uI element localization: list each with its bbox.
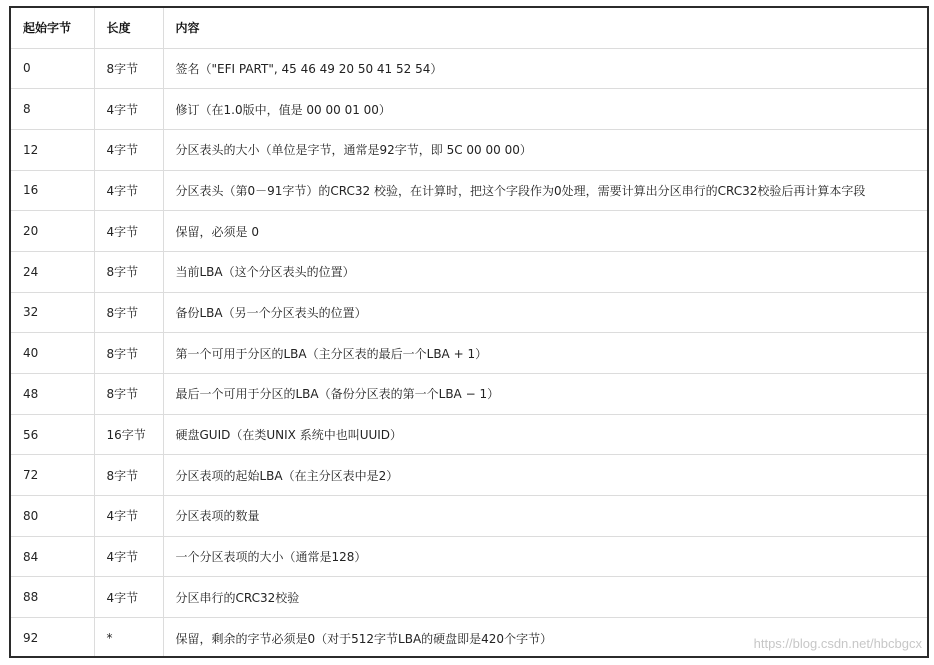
table-row — [11, 536, 927, 577]
cell-content: 最后一个可用于分区的LBA（备份分区表的第一个LBA − 1） — [163, 374, 927, 415]
cell-length: 8字节 — [94, 374, 163, 415]
header-content: 内容 — [163, 8, 927, 48]
gpt-header-table — [11, 8, 927, 658]
table-row — [11, 129, 927, 170]
cell-offset: 56 — [11, 414, 94, 455]
table-row — [11, 496, 927, 537]
cell-offset: 8 — [11, 89, 94, 130]
header-offset: 起始字节 — [11, 8, 94, 48]
cell-length: 8字节 — [94, 251, 163, 292]
table-row — [11, 455, 927, 496]
table-row — [11, 414, 927, 455]
cell-length: 4字节 — [94, 577, 163, 618]
table-row — [11, 292, 927, 333]
cell-length: 4字节 — [94, 496, 163, 537]
cell-content: 保留，剩余的字节必须是0（对于512字节LBA的硬盘即是420个字节） — [175, 631, 553, 646]
table-header-row — [11, 8, 927, 48]
table-row — [11, 89, 927, 130]
cell-content: 分区串行的CRC32校验 — [163, 577, 927, 618]
cell-offset: 92 — [11, 618, 94, 658]
cell-length: 4字节 — [94, 170, 163, 211]
gpt-header-table-frame — [9, 6, 929, 658]
cell-content: 当前LBA（这个分区表头的位置） — [163, 251, 927, 292]
table-row — [11, 333, 927, 374]
header-length: 长度 — [94, 8, 163, 48]
cell-offset: 48 — [11, 374, 94, 415]
cell-content: 备份LBA（另一个分区表头的位置） — [163, 292, 927, 333]
cell-length: 4字节 — [94, 211, 163, 252]
cell-length: 16字节 — [94, 414, 163, 455]
cell-length: 8字节 — [94, 48, 163, 89]
cell-content: 签名（"EFI PART", 45 46 49 20 50 41 52 54） — [163, 48, 927, 89]
cell-content: 一个分区表项的大小（通常是128） — [163, 536, 927, 577]
cell-content: 分区表头（第0－91字节）的CRC32 校验，在计算时，把这个字段作为0处理，需要计算出分区串行的CRC32校验后再计算本字段 — [163, 170, 927, 211]
table-row — [11, 211, 927, 252]
table-row — [11, 374, 927, 415]
cell-offset: 84 — [11, 536, 94, 577]
watermark-url: https://blog.csdn.net/hbcbgcx — [753, 636, 922, 651]
cell-length: 8字节 — [94, 455, 163, 496]
cell-offset: 0 — [11, 48, 94, 89]
cell-content: 分区表项的起始LBA（在主分区表中是2） — [163, 455, 927, 496]
cell-offset: 32 — [11, 292, 94, 333]
cell-content: 第一个可用于分区的LBA（主分区表的最后一个LBA + 1） — [163, 333, 927, 374]
cell-content: 分区表头的大小（单位是字节，通常是92字节，即 5C 00 00 00） — [163, 129, 927, 170]
cell-length: 4字节 — [94, 536, 163, 577]
cell-offset: 40 — [11, 333, 94, 374]
cell-length: 8字节 — [94, 333, 163, 374]
cell-offset: 80 — [11, 496, 94, 537]
table-row — [11, 170, 927, 211]
cell-offset: 72 — [11, 455, 94, 496]
cell-offset: 88 — [11, 577, 94, 618]
cell-content: 保留，必须是 0 — [163, 211, 927, 252]
cell-offset: 16 — [11, 170, 94, 211]
cell-length: 4字节 — [94, 89, 163, 130]
cell-offset: 24 — [11, 251, 94, 292]
cell-offset: 12 — [11, 129, 94, 170]
cell-length: * — [94, 618, 163, 658]
table-row — [11, 251, 927, 292]
cell-offset: 20 — [11, 211, 94, 252]
cell-length: 8字节 — [94, 292, 163, 333]
table-row — [11, 577, 927, 618]
cell-content: 分区表项的数量 — [163, 496, 927, 537]
cell-content: 修订（在1.0版中，值是 00 00 01 00） — [163, 89, 927, 130]
cell-content: 硬盘GUID（在类UNIX 系统中也叫UUID） — [163, 414, 927, 455]
table-row — [11, 48, 927, 89]
cell-length: 4字节 — [94, 129, 163, 170]
